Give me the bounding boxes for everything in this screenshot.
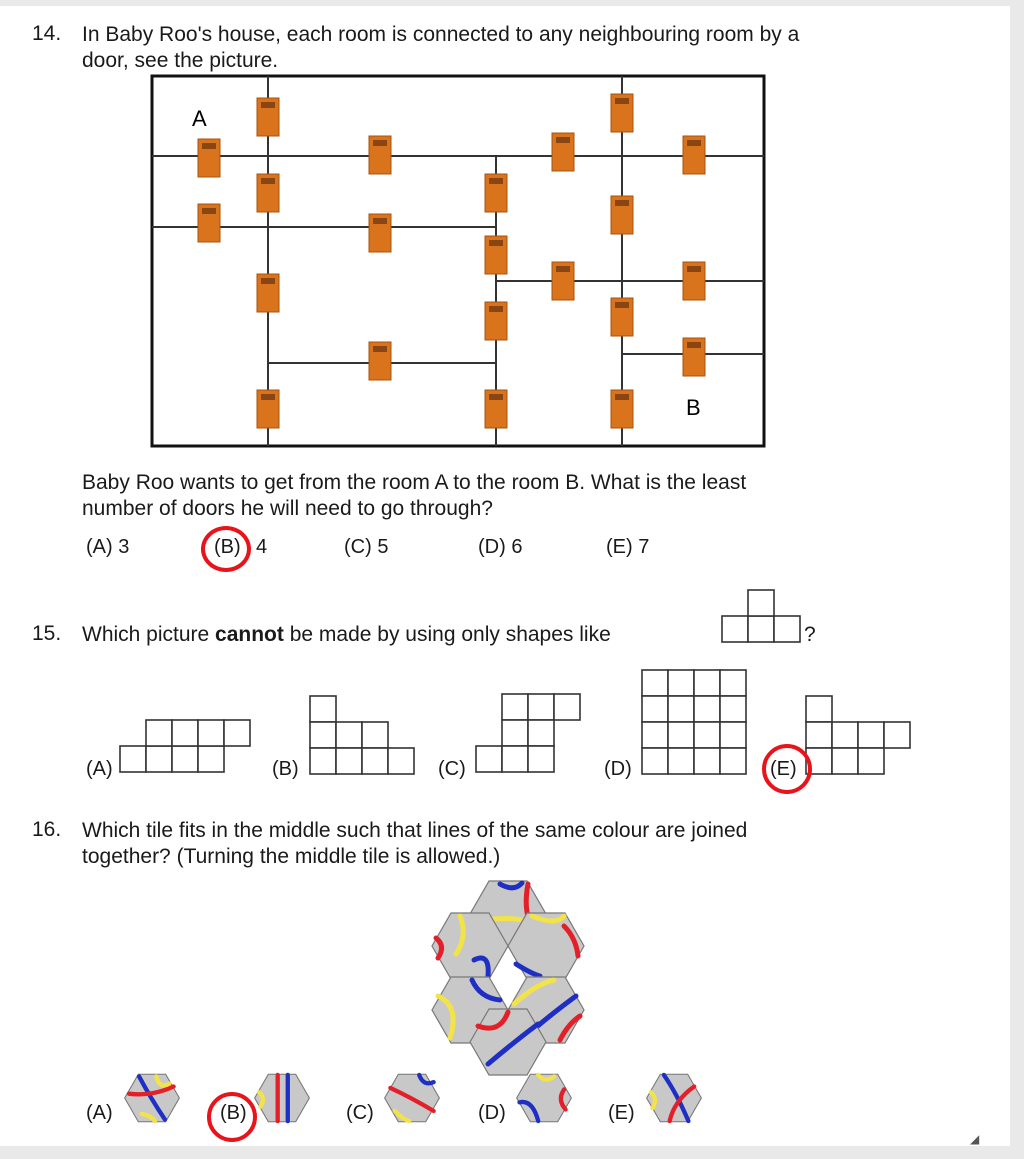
q15-number: 15. <box>32 622 62 645</box>
q14-text-line2: door, see the picture. <box>82 49 279 72</box>
q15-text: Which picture cannot be made by using only shapes like <box>82 623 611 646</box>
q15-option-b[interactable]: (B) <box>272 758 299 780</box>
q16-option-c[interactable]: (C) <box>346 1102 374 1124</box>
q16-tile-b <box>255 1074 310 1122</box>
q14-question-line1: Baby Roo wants to get from the room A to the room B. What is the least <box>82 471 747 494</box>
q16-option-b[interactable]: (B) <box>220 1102 247 1124</box>
q16-option-d[interactable]: (D) <box>478 1102 506 1124</box>
q16-number: 16. <box>32 818 62 841</box>
hexagon-tile-ring <box>0 6 1010 1156</box>
q16-text-line2: together? (Turning the middle tile is allowed.) <box>82 845 501 868</box>
q15-question-mark: ? <box>804 623 816 646</box>
q16-tile-a <box>125 1074 180 1122</box>
q15-option-c[interactable]: (C) <box>438 758 466 780</box>
q16-option-a[interactable]: (A) <box>86 1102 113 1124</box>
q14-option-a[interactable]: (A) 3 <box>86 536 130 558</box>
q14-number: 14. <box>32 22 62 45</box>
worksheet-page <box>0 6 1010 1146</box>
q16-answer-circle <box>207 1092 257 1142</box>
q16-option-e[interactable]: (E) <box>608 1102 635 1124</box>
q16-tile-d <box>517 1074 572 1122</box>
resize-corner-icon[interactable]: ◢ <box>970 1132 980 1146</box>
q14-option-d[interactable]: (D) 6 <box>478 536 523 558</box>
q16-text-line1: Which tile fits in the middle such that lines of the same colour are joined <box>82 819 748 842</box>
q14-option-b-value: 4 <box>256 536 268 558</box>
q14-question-line2: number of doors he will need to go through? <box>82 497 493 520</box>
q15-option-e[interactable]: (E) <box>770 758 797 780</box>
q15-option-d[interactable]: (D) <box>604 758 632 780</box>
q14-text-line1: In Baby Roo's house, each room is connected to any neighbouring room by a <box>82 23 800 46</box>
room-b-label: B <box>686 395 701 420</box>
q14-option-e[interactable]: (E) 7 <box>606 536 650 558</box>
q16-tile-c <box>385 1074 440 1122</box>
room-a-label: A <box>192 106 207 131</box>
q15-option-a[interactable]: (A) <box>86 758 113 780</box>
q14-option-c[interactable]: (C) 5 <box>344 536 389 558</box>
q14-option-b[interactable]: (B) <box>214 536 241 558</box>
q16-tile-e <box>647 1074 702 1122</box>
